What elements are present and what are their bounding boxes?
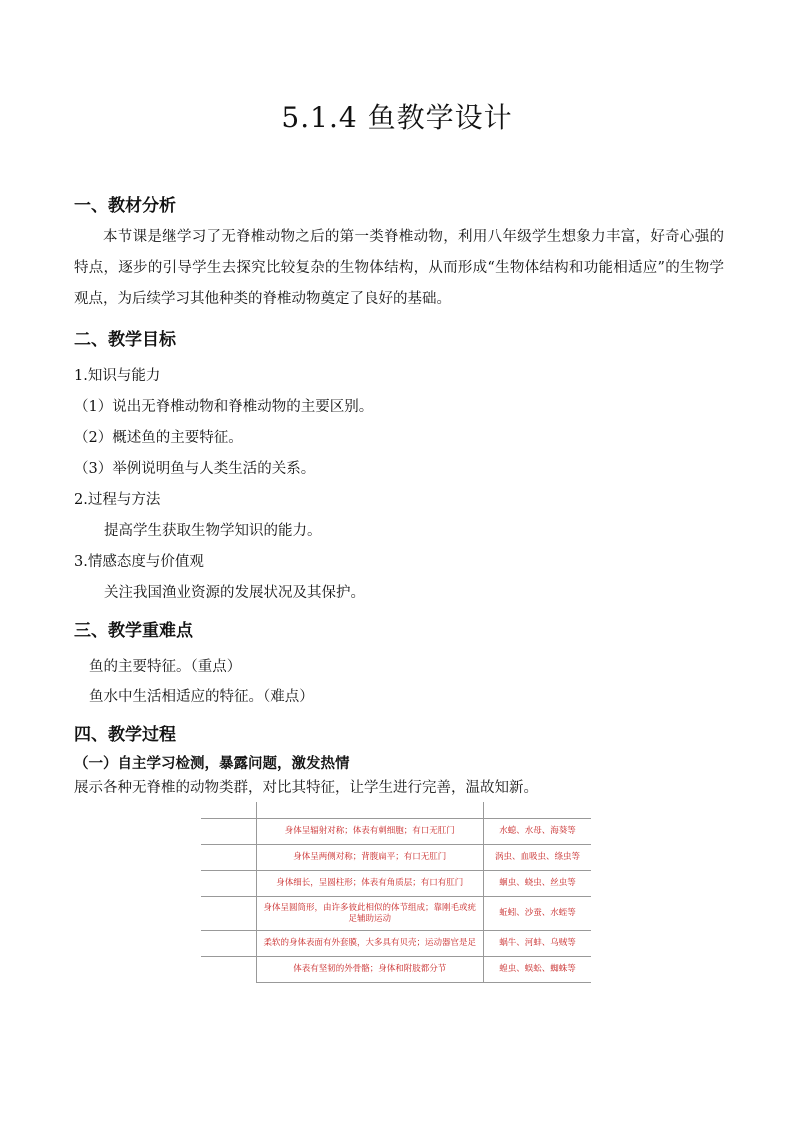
analysis-paragraph: 本节课是继学习了无脊椎动物之后的第一类脊椎动物，利用八年级学生想象力丰富，好奇心强的特点，逐步的引导学生去探究比较复杂的生物体结构，从而形成“生物体结构和功能相适应”的生物学观点，为后续学习其他种类的脊椎动物奠定了良好的基础。 — [74, 229, 724, 307]
goal-process-item: 提高学生获取生物学知识的能力。 — [104, 523, 322, 539]
table-cell-examples: 水螅、水母、海葵等 — [483, 819, 591, 845]
table-row — [201, 897, 591, 931]
page-title: 5.1.4 鱼教学设计 — [281, 101, 513, 134]
table-row — [201, 931, 591, 957]
goal-attitude-item: 关注我国渔业资源的发展状况及其保护。 — [104, 585, 365, 601]
goal-knowledge-heading: 1.知识与能力 — [74, 368, 161, 384]
table-cell-feature: 身体呈辐射对称；体表有刺细胞；有口无肛门 — [256, 819, 483, 845]
table-row — [201, 871, 591, 897]
goal-knowledge-item-3: （3）举例说明鱼与人类生活的关系。 — [74, 461, 316, 477]
table-cell-examples: 涡虫、血吸虫、绦虫等 — [483, 845, 591, 871]
invertebrate-table — [201, 802, 591, 983]
table-row — [201, 819, 591, 845]
table-row — [201, 845, 591, 871]
table-row — [201, 802, 591, 819]
section-heading-goals: 二、教学目标 — [74, 330, 176, 350]
table-cell-feature: 身体细长，呈圆柱形；体表有角质层；有口有肛门 — [256, 871, 483, 897]
table-cell-examples: 蛔虫、蛲虫、丝虫等 — [483, 871, 591, 897]
goal-attitude-heading: 3.情感态度与价值观 — [74, 554, 204, 570]
section-heading-analysis: 一、教材分析 — [74, 196, 176, 216]
table-cell-examples: 蚯蚓、沙蚕、水蛭等 — [483, 897, 591, 931]
table-cell-examples: 蝗虫、蜈蚣、蜘蛛等 — [483, 957, 591, 983]
key-point: 鱼的主要特征。（重点） — [89, 659, 242, 675]
table-cell-feature: 体表有坚韧的外骨骼；身体和附肢都分节 — [256, 957, 483, 983]
goal-knowledge-item-2: （2）概述鱼的主要特征。 — [74, 430, 243, 446]
process-paragraph-1: 展示各种无脊椎的动物类群，对比其特征，让学生进行完善，温故知新。 — [74, 780, 538, 796]
process-subheading-1: （一）自主学习检测，暴露问题，激发热情 — [74, 756, 350, 772]
goal-knowledge-item-1: （1）说出无脊椎动物和脊椎动物的主要区别。 — [74, 399, 374, 415]
table-cell-feature: 身体呈圆筒形，由许多彼此相似的体节组成；靠刚毛或疣足辅助运动 — [256, 897, 483, 931]
difficult-point: 鱼水中生活相适应的特征。（难点） — [89, 689, 314, 705]
section-heading-process: 四、教学过程 — [74, 725, 176, 745]
table-cell-feature: 柔软的身体表面有外套膜，大多具有贝壳；运动器官是足 — [256, 931, 483, 957]
goal-process-heading: 2.过程与方法 — [74, 492, 161, 508]
table-row — [201, 957, 591, 983]
table-cell-feature: 身体呈两侧对称；背腹扁平；有口无肛门 — [256, 845, 483, 871]
section-heading-key-points: 三、教学重难点 — [74, 621, 193, 641]
table-cell-examples: 蜗牛、河蚌、乌贼等 — [483, 931, 591, 957]
